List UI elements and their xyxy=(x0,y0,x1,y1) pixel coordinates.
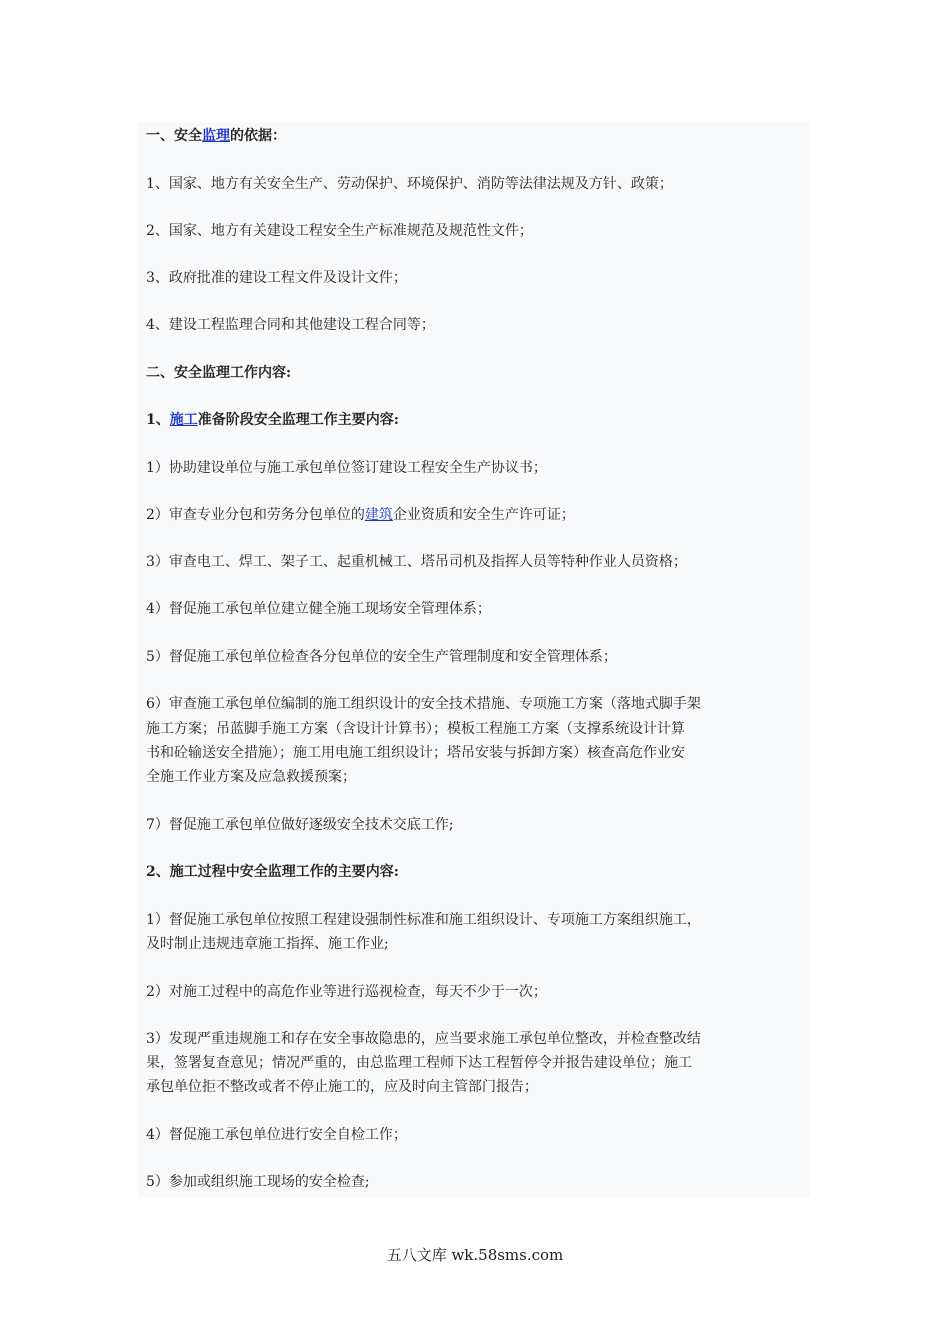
process-item-3-line-2: 果，签署复查意见；情况严重的，由总监理工程师下达工程暂停令并报告建设单位；施工 xyxy=(146,1055,692,1071)
link-jianzhu[interactable]: 建筑 xyxy=(364,507,393,523)
prep-item-4: 4）督促施工承包单位建立健全施工现场安全管理体系； xyxy=(146,601,491,617)
section-heading-content: 二、安全监理工作内容: xyxy=(146,365,292,381)
subheading-prep: 1、施工准备阶段安全监理工作主要内容: xyxy=(146,412,399,428)
process-item-4: 4）督促施工承包单位进行安全自检工作； xyxy=(146,1127,407,1143)
document-body xyxy=(138,122,810,1197)
prep-item-2: 2）审查专业分包和劳务分包单位的建筑企业资质和安全生产许可证； xyxy=(146,507,575,523)
process-item-1-line-2: 及时制止违规违章施工指挥、施工作业; xyxy=(146,936,389,952)
prep-item-7: 7）督促施工承包单位做好逐级安全技术交底工作; xyxy=(146,817,454,833)
basis-item-3: 3、政府批准的建设工程文件及设计文件； xyxy=(146,270,407,286)
prep-item-6-line-4: 全施工作业方案及应急救援预案； xyxy=(146,769,356,785)
process-item-1-line-1: 1）督促施工承包单位按照工程建设强制性标准和施工组织设计、专项施工方案组织施工， xyxy=(146,912,701,928)
prep-item-3: 3）审查电工、焊工、架子工、起重机械工、塔吊司机及指挥人员等特种作业人员资格； xyxy=(146,554,687,570)
process-item-2: 2）对施工过程中的高危作业等进行巡视检查，每天不少于一次； xyxy=(146,984,547,1000)
basis-item-1: 1、国家、地方有关安全生产、劳动保护、环境保护、消防等法律法规及方针、政策； xyxy=(146,176,673,192)
link-shigong[interactable]: 施工 xyxy=(169,412,198,428)
footer-watermark: 五八文库 wk.58sms.com xyxy=(386,1246,564,1264)
prep-item-6-line-2: 施工方案；吊蓝脚手施工方案（含设计计算书）；模板工程施工方案（支撑系统设计计算 xyxy=(146,721,685,737)
process-item-3-line-1: 3）发现严重违规施工和存在安全事故隐患的，应当要求施工承包单位整改，并检查整改结 xyxy=(146,1031,701,1047)
link-jianli[interactable]: 监理 xyxy=(202,128,230,144)
prep-item-5: 5）督促施工承包单位检查各分包单位的安全生产管理制度和安全管理体系； xyxy=(146,649,617,665)
basis-item-2: 2、国家、地方有关建设工程安全生产标准规范及规范性文件； xyxy=(146,223,533,239)
process-item-5: 5）参加或组织施工现场的安全检查; xyxy=(146,1174,370,1190)
section-heading-basis: 一、安全监理的依据： xyxy=(146,128,286,144)
prep-item-1: 1）协助建设单位与施工承包单位签订建设工程安全生产协议书； xyxy=(146,460,547,476)
process-item-3-line-3: 承包单位拒不整改或者不停止施工的，应及时向主管部门报告； xyxy=(146,1079,538,1095)
basis-item-4: 4、建设工程监理合同和其他建设工程合同等； xyxy=(146,317,435,333)
subheading-process: 2、施工过程中安全监理工作的主要内容: xyxy=(146,864,399,880)
prep-item-6-line-1: 6）审查施工承包单位编制的施工组织设计的安全技术措施、专项施工方案（落地式脚手架 xyxy=(146,696,701,712)
prep-item-6-line-3: 书和砼输送安全措施）；施工用电施工组织设计；塔吊安装与拆卸方案）核查高危作业安 xyxy=(146,745,685,761)
